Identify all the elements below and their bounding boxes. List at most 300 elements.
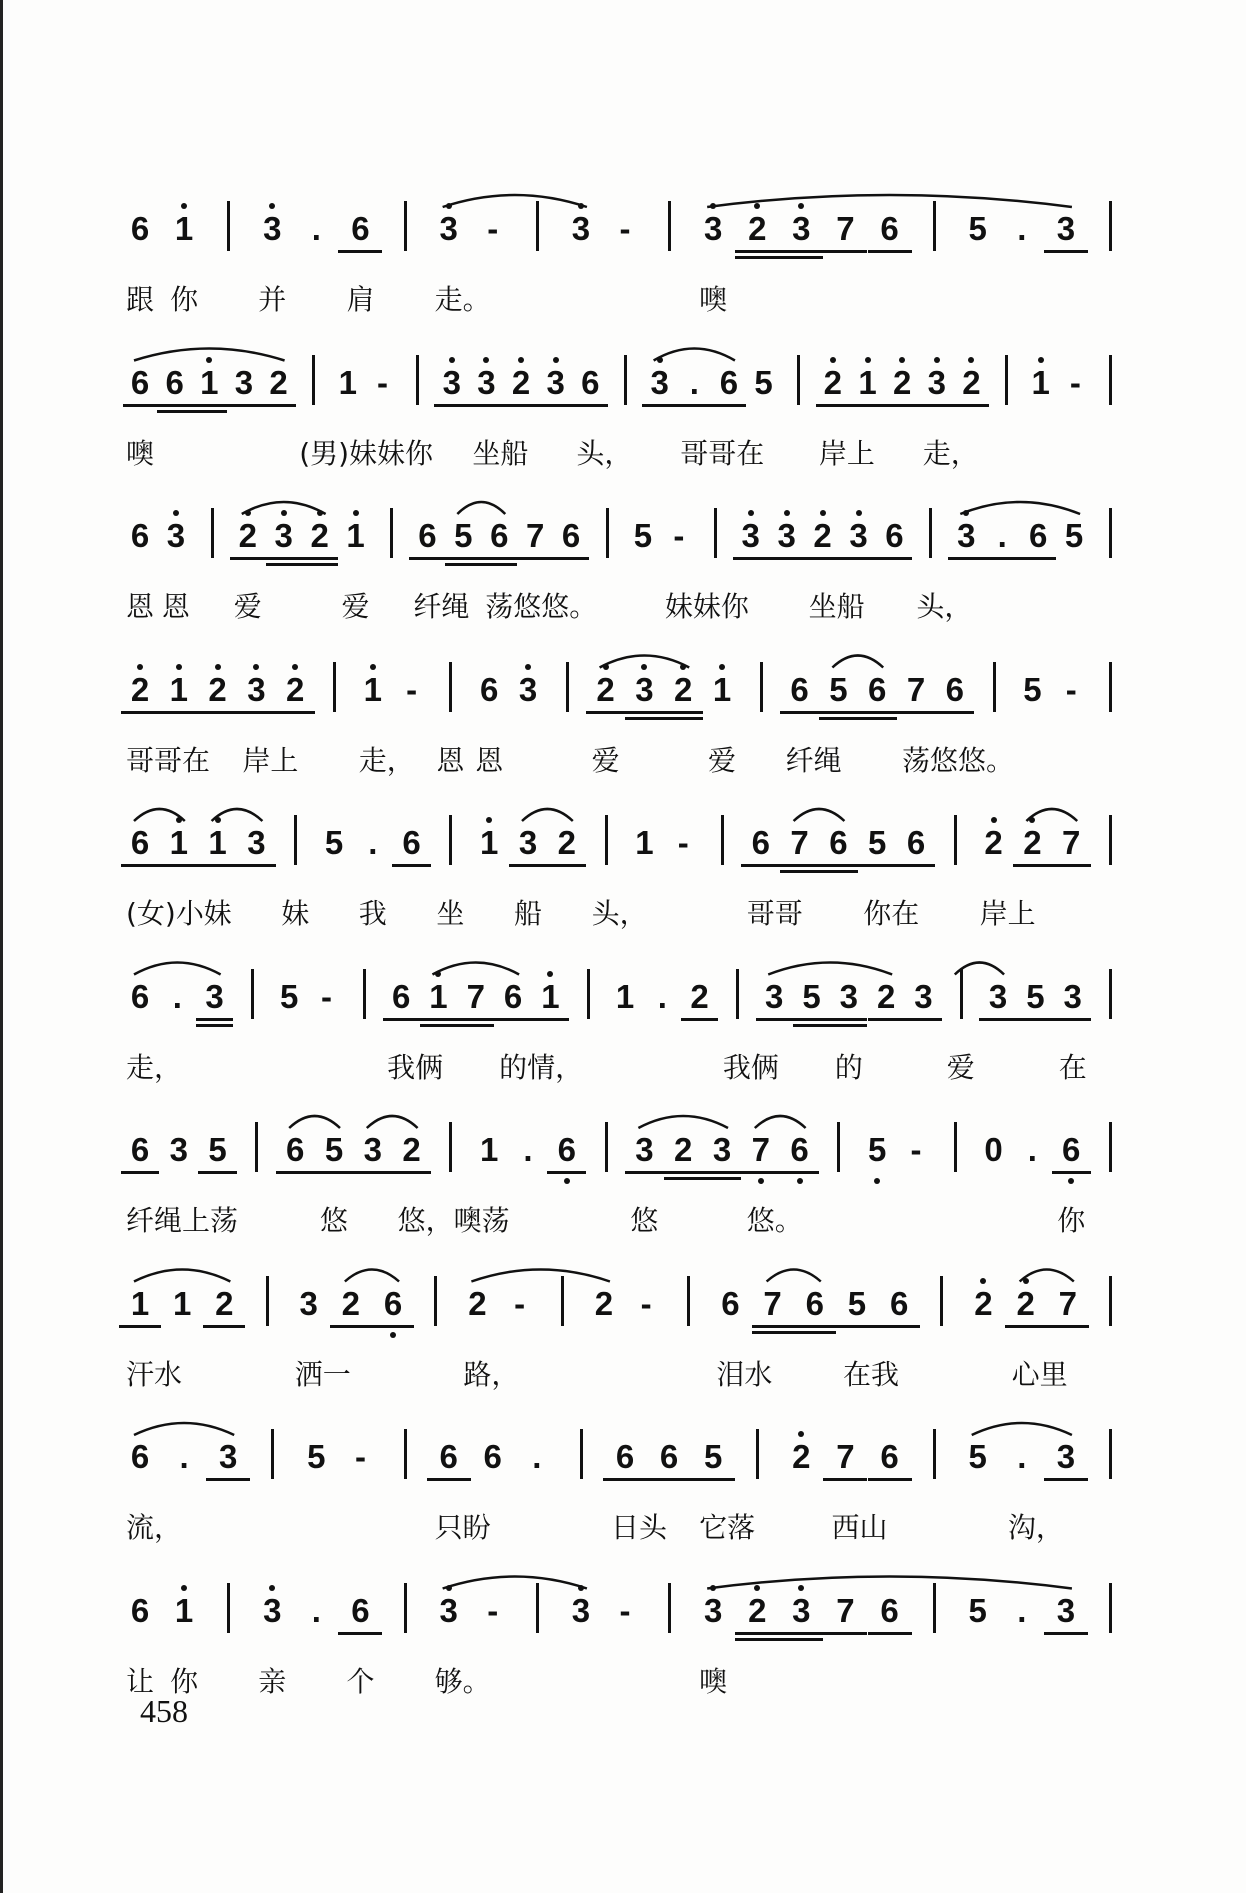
note-digit: 2 <box>557 824 576 861</box>
note-digit: 3 <box>792 210 811 247</box>
note-digit: 3 <box>849 517 868 554</box>
eighth-underline <box>1044 250 1088 253</box>
eighth-underline <box>159 864 198 867</box>
note-digit: 3 <box>741 517 760 554</box>
barline <box>993 662 996 712</box>
eighth-underline <box>664 1171 703 1174</box>
note-digit: 5 <box>208 1131 227 1168</box>
lyric-text: (男)妹妹你 <box>299 436 434 470</box>
barline <box>536 201 539 251</box>
eighth-underline <box>819 864 858 867</box>
octave-dot-low <box>564 1178 570 1184</box>
note-digit: 2 <box>594 1284 614 1322</box>
note-digit: 7 <box>763 1284 782 1322</box>
note-digit: 6 <box>483 1438 502 1475</box>
note-digit: 2 <box>674 670 693 708</box>
octave-dot-high <box>798 1585 804 1591</box>
sixteenth-underline <box>819 870 858 873</box>
eighth-underline <box>119 1325 161 1328</box>
eighth-underline <box>237 711 276 714</box>
note-digit: 5 <box>802 977 821 1015</box>
eighth-underline <box>830 1018 867 1021</box>
dot-note: . <box>532 1438 542 1475</box>
note-digit: 5 <box>633 517 653 554</box>
note-digit: 2 <box>208 670 227 708</box>
barline <box>668 201 671 251</box>
lyric-text: 我俩 <box>722 1050 779 1084</box>
lyric-text: 你 <box>170 1664 199 1698</box>
note-digit: 1 <box>615 977 635 1015</box>
sixteenth-underline <box>157 410 192 413</box>
eighth-underline <box>509 864 548 867</box>
eighth-underline <box>735 250 779 253</box>
octave-dot-high <box>578 1585 584 1591</box>
lyric-text: 泪水 <box>716 1357 773 1391</box>
note-digit: 5 <box>829 670 848 708</box>
lyric-text: 日头 <box>611 1511 668 1544</box>
sixteenth-underline <box>192 410 227 413</box>
note-digit: 6 <box>581 363 600 401</box>
note-digit: 5 <box>1026 977 1045 1015</box>
eighth-underline <box>733 557 769 560</box>
eighth-underline <box>198 711 237 714</box>
eighth-underline <box>878 1325 920 1328</box>
lyric-text: 并 <box>258 283 287 316</box>
note-digit: 5 <box>280 977 299 1015</box>
eighth-underline <box>780 1171 819 1174</box>
eighth-underline <box>538 404 573 407</box>
dot-note: . <box>657 977 667 1015</box>
eighth-underline <box>547 1171 586 1174</box>
lyric-text: 的 <box>834 1050 863 1084</box>
note-digit: 6 <box>719 363 739 401</box>
sixteenth-underline <box>752 1331 794 1334</box>
note-digit: 2 <box>984 824 1003 861</box>
dash-note: - <box>487 1591 499 1629</box>
octave-dot-high <box>1023 1278 1029 1284</box>
lyric-text: 的情， <box>499 1050 584 1084</box>
eighth-underline <box>573 404 608 407</box>
note-digit: 6 <box>130 363 150 401</box>
notation-line <box>0 1270 1246 1332</box>
note-digit: 5 <box>1064 517 1084 554</box>
eighth-underline <box>819 711 858 714</box>
sixteenth-underline <box>664 1177 703 1180</box>
eighth-underline <box>230 557 266 560</box>
barline <box>933 1429 936 1479</box>
note-digit: 7 <box>1058 1284 1077 1322</box>
barline <box>954 815 957 865</box>
eighth-underline <box>203 1325 245 1328</box>
barline <box>251 969 254 1019</box>
notation-line <box>0 195 1246 257</box>
lyric-line <box>0 744 1246 784</box>
lyric-line <box>0 1511 1246 1551</box>
eighth-underline <box>868 1018 905 1021</box>
sixteenth-underline <box>779 256 823 259</box>
barline <box>580 1429 583 1479</box>
barline <box>721 815 724 865</box>
dot-note: . <box>311 1591 321 1629</box>
barline <box>960 969 963 1019</box>
note-digit: 6 <box>561 517 581 554</box>
note-digit: 0 <box>984 1131 1003 1168</box>
dash-note: - <box>377 363 388 401</box>
dot-note: . <box>172 977 182 1015</box>
barline <box>606 508 609 558</box>
eighth-underline <box>157 404 192 407</box>
eighth-underline <box>553 557 589 560</box>
eighth-underline <box>532 1018 569 1021</box>
eighth-underline <box>858 864 897 867</box>
sixteenth-underline <box>625 717 664 720</box>
dash-note: - <box>619 1591 631 1629</box>
lyric-text: 悠，噢荡 <box>397 1204 510 1237</box>
eighth-underline <box>841 557 877 560</box>
octave-dot-high <box>710 1585 716 1591</box>
lyric-text: 纤绳 <box>413 590 470 623</box>
barline <box>449 1122 452 1172</box>
note-digit: 2 <box>876 977 896 1015</box>
sixteenth-underline <box>266 563 302 566</box>
eighth-underline <box>868 1632 912 1635</box>
note-digit: 2 <box>215 1284 234 1322</box>
eighth-underline <box>948 557 984 560</box>
lyric-text: 洒一 <box>294 1357 351 1391</box>
note-digit: 3 <box>166 517 186 554</box>
octave-dot-high <box>292 664 298 670</box>
dash-note: - <box>677 824 689 861</box>
eighth-underline <box>823 1632 867 1635</box>
octave-dot-high <box>137 664 143 670</box>
eighth-underline <box>409 557 445 560</box>
dash-note: - <box>619 210 631 247</box>
eighth-underline <box>392 1171 431 1174</box>
note-digit: 2 <box>674 1131 693 1168</box>
eighth-underline <box>504 404 539 407</box>
note-digit: 3 <box>247 824 266 861</box>
eighth-underline <box>752 1325 794 1328</box>
lyric-text: 爱 <box>591 743 620 777</box>
barline <box>333 662 336 712</box>
sixteenth-underline <box>445 563 481 566</box>
octave-dot-high <box>173 510 179 516</box>
octave-dot-high <box>980 1278 986 1284</box>
note-digit: 6 <box>829 824 848 861</box>
dot-note: . <box>689 363 699 401</box>
dash-note: - <box>406 670 418 708</box>
eighth-underline <box>741 1171 780 1174</box>
note-digit: 5 <box>968 1438 987 1475</box>
note-digit: 2 <box>1023 824 1042 861</box>
eighth-underline <box>1047 1325 1089 1328</box>
lyric-text: 恩 <box>126 590 155 623</box>
eighth-underline <box>1054 1018 1091 1021</box>
lyric-text: 坐 <box>436 897 465 930</box>
note-digit: 6 <box>503 977 523 1015</box>
note-digit: 7 <box>525 517 545 554</box>
lyric-text: 心里 <box>1011 1357 1068 1391</box>
note-digit: 2 <box>402 1131 421 1168</box>
note-digit: 2 <box>286 670 305 708</box>
octave-dot-high <box>176 664 182 670</box>
note-digit: 6 <box>402 824 421 861</box>
note-digit: 1 <box>208 824 227 861</box>
lyric-text: 它落 <box>699 1511 756 1544</box>
lyric-text: 让 <box>126 1664 155 1698</box>
eighth-underline <box>227 404 262 407</box>
barline <box>404 1429 407 1479</box>
note-digit: 1 <box>712 670 732 708</box>
lyric-text: 哥哥在 <box>126 743 211 777</box>
lyric-text: 你在 <box>863 897 920 930</box>
lyric-text: 恩 <box>475 743 504 777</box>
octave-dot-high <box>547 971 553 977</box>
page-number: 458 <box>140 1693 188 1729</box>
sixteenth-underline <box>735 256 779 259</box>
lyric-text: 悠 <box>320 1204 349 1237</box>
barline <box>1005 355 1008 405</box>
dash-note: - <box>1069 363 1081 401</box>
note-digit: 7 <box>836 1438 855 1475</box>
note-digit: 5 <box>307 1438 326 1475</box>
note-digit: 2 <box>238 517 257 554</box>
eighth-underline <box>338 1632 382 1635</box>
note-digit: 6 <box>439 1438 458 1475</box>
note-digit: 2 <box>1016 1284 1035 1322</box>
octave-dot-high <box>215 664 221 670</box>
eighth-underline <box>192 404 227 407</box>
barline <box>211 508 214 558</box>
lyric-text: 坐船 <box>808 590 865 623</box>
barline <box>933 201 936 251</box>
lyric-line <box>0 1051 1246 1091</box>
lyric-line <box>0 897 1246 937</box>
eighth-underline <box>756 1018 793 1021</box>
barline <box>566 662 569 712</box>
notation-line <box>0 1577 1246 1639</box>
barline <box>404 1583 407 1633</box>
barline <box>668 1583 671 1633</box>
sixteenth-underline <box>302 563 338 566</box>
eighth-underline <box>196 1018 233 1021</box>
note-digit: 6 <box>165 363 184 401</box>
dot-note: . <box>179 1438 189 1475</box>
octave-dot-high <box>176 817 182 823</box>
barline <box>266 1276 269 1326</box>
eighth-underline <box>338 250 382 253</box>
note-digit: 1 <box>169 824 188 861</box>
eighth-underline <box>276 711 315 714</box>
note-digit: 1 <box>338 363 358 401</box>
eighth-underline <box>979 1018 1016 1021</box>
octave-dot-high <box>754 1585 760 1591</box>
note-digit: 5 <box>868 1131 887 1168</box>
dash-note: - <box>514 1284 526 1322</box>
note-digit: 2 <box>813 517 832 554</box>
octave-dot-high <box>370 664 376 670</box>
note-digit: 3 <box>442 363 461 401</box>
eighth-underline <box>261 404 296 407</box>
sixteenth-underline <box>830 1024 867 1027</box>
eighth-underline <box>276 1171 315 1174</box>
sixteenth-underline <box>780 870 819 873</box>
eighth-underline <box>885 404 920 407</box>
note-digit: 3 <box>635 1131 654 1168</box>
octave-dot-low <box>797 1178 803 1184</box>
lyric-text: 流， <box>126 1511 183 1544</box>
note-digit: 7 <box>906 670 926 708</box>
note-digit: 3 <box>957 517 976 554</box>
eighth-underline <box>1044 1632 1088 1635</box>
note-digit: 5 <box>1023 670 1042 708</box>
barline <box>1109 969 1112 1019</box>
note-digit: 6 <box>130 1131 150 1168</box>
note-digit: 5 <box>754 363 773 401</box>
note-digit: 7 <box>1062 824 1081 861</box>
octave-dot-high <box>553 357 559 363</box>
note-digit: 6 <box>391 977 411 1015</box>
octave-dot-high <box>1038 357 1044 363</box>
octave-dot-high <box>719 664 725 670</box>
dot-note: . <box>1017 210 1027 247</box>
note-digit: 6 <box>383 1284 403 1322</box>
note-digit: 3 <box>1063 977 1082 1015</box>
lyric-text: 妹 <box>281 897 310 930</box>
dash-note: - <box>354 1438 366 1475</box>
octave-dot-high <box>269 203 275 209</box>
eighth-underline <box>780 711 819 714</box>
note-digit: 7 <box>466 977 485 1015</box>
octave-dot-high <box>518 357 524 363</box>
note-digit: 3 <box>477 363 496 401</box>
barline <box>363 969 366 1019</box>
notation-line <box>0 349 1246 411</box>
sixteenth-underline <box>858 717 897 720</box>
note-digit: 6 <box>130 1591 150 1629</box>
note-digit: 6 <box>805 1284 824 1322</box>
note-digit: 3 <box>299 1284 318 1322</box>
eighth-underline <box>198 864 237 867</box>
eighth-underline <box>816 404 851 407</box>
note-digit: 6 <box>889 1284 909 1322</box>
eighth-underline <box>420 1018 457 1021</box>
eighth-underline <box>392 864 431 867</box>
eighth-underline <box>919 404 954 407</box>
eighth-underline <box>642 404 677 407</box>
lyric-text: 爱 <box>946 1050 975 1084</box>
eighth-underline <box>691 1478 735 1481</box>
barline <box>271 1429 274 1479</box>
note-digit: 7 <box>836 1591 855 1629</box>
eighth-underline <box>823 1478 867 1481</box>
eighth-underline <box>159 711 198 714</box>
note-digit: 1 <box>429 977 448 1015</box>
note-digit: 6 <box>615 1438 635 1475</box>
octave-dot-high <box>899 357 905 363</box>
eighth-underline <box>897 864 936 867</box>
lyric-text: 噢 <box>126 436 155 470</box>
note-digit: 3 <box>571 210 591 247</box>
dot-note: . <box>368 824 378 861</box>
barline <box>1109 1429 1112 1479</box>
eighth-underline <box>353 1171 392 1174</box>
note-digit: 6 <box>130 977 150 1015</box>
octave-dot-high <box>754 203 760 209</box>
lyric-text: 走， <box>922 436 979 470</box>
note-digit: 1 <box>541 977 560 1015</box>
barline <box>736 969 739 1019</box>
sixteenth-underline <box>779 1638 823 1641</box>
octave-dot-high <box>680 664 686 670</box>
octave-dot-low <box>758 1178 764 1184</box>
note-digit: 2 <box>310 517 329 554</box>
eighth-underline <box>121 711 160 714</box>
barline <box>227 1583 230 1633</box>
barline <box>929 508 932 558</box>
octave-dot-high <box>486 817 492 823</box>
note-digit: 3 <box>712 1131 732 1168</box>
barline <box>404 201 407 251</box>
barline <box>1109 815 1112 865</box>
eighth-underline <box>434 404 469 407</box>
note-digit: 6 <box>130 1438 150 1475</box>
eighth-underline <box>647 1478 691 1481</box>
eighth-underline <box>1020 557 1056 560</box>
note-digit: 3 <box>703 210 723 247</box>
note-digit: 2 <box>468 1284 487 1322</box>
sixteenth-underline <box>819 717 858 720</box>
eighth-underline <box>1017 1018 1054 1021</box>
dot-note: . <box>1017 1438 1027 1475</box>
note-digit: 2 <box>792 1438 811 1475</box>
lyric-text: 哥哥 <box>746 897 803 930</box>
note-digit: 3 <box>777 517 796 554</box>
note-digit: 1 <box>363 670 382 708</box>
note-digit: 6 <box>906 824 926 861</box>
eighth-underline <box>735 1632 779 1635</box>
lyric-text: 荡悠悠。 <box>485 590 598 623</box>
note-digit: 2 <box>962 363 981 401</box>
dot-note: . <box>523 1131 533 1168</box>
eighth-underline <box>206 1478 250 1481</box>
octave-dot-high <box>181 1585 187 1591</box>
octave-dot-high <box>435 971 441 977</box>
dot-note: . <box>1027 1131 1037 1168</box>
eighth-underline <box>850 404 885 407</box>
note-digit: 1 <box>172 1284 192 1322</box>
barline <box>1109 508 1112 558</box>
note-digit: 6 <box>480 670 499 708</box>
sixteenth-underline <box>457 1024 494 1027</box>
sixteenth-underline <box>735 1638 779 1641</box>
note-digit: 3 <box>218 1438 238 1475</box>
barline <box>416 355 419 405</box>
note-digit: 5 <box>968 1591 987 1629</box>
note-digit: 3 <box>635 670 654 708</box>
lyric-text: 悠。 <box>746 1204 803 1237</box>
note-digit: 6 <box>286 1131 305 1168</box>
eighth-underline <box>121 1171 160 1174</box>
note-digit: 6 <box>790 670 809 708</box>
note-digit: 6 <box>790 1131 809 1168</box>
note-digit: 6 <box>751 824 770 861</box>
octave-dot-high <box>991 817 997 823</box>
lyric-text: 头， <box>576 436 633 470</box>
note-digit: 6 <box>868 670 887 708</box>
note-digit: 3 <box>1056 1438 1076 1475</box>
note-digit: 1 <box>200 363 219 401</box>
